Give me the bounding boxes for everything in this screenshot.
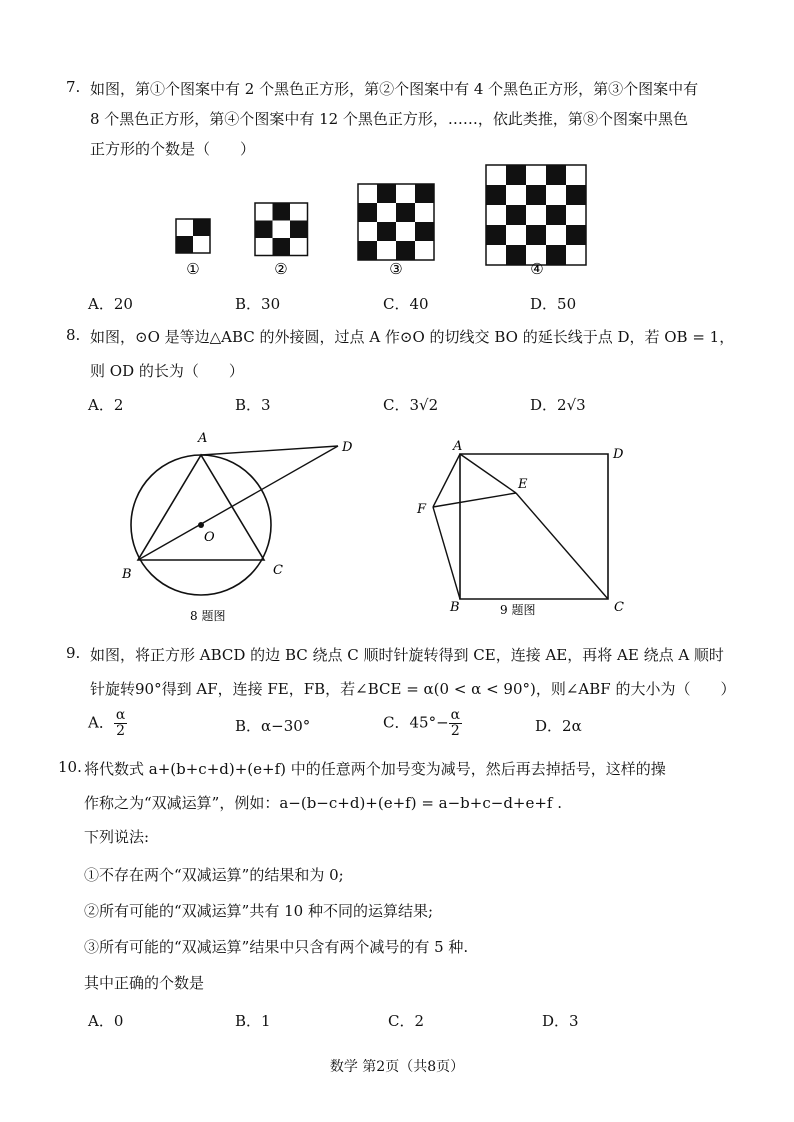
black-square xyxy=(255,221,273,239)
black-square xyxy=(377,222,396,241)
q8-option-a: A．2 xyxy=(88,396,124,414)
black-square xyxy=(358,203,377,222)
alpha-over-2-fraction xyxy=(114,708,127,739)
segment-fb xyxy=(433,507,460,599)
q7-text-line1: 如图，第①个图案中有 2 个黑色正方形，第②个图案中有 4 个黑色正方形，第③个图案中有 xyxy=(90,80,699,98)
q10-text-line3: 下列说法: xyxy=(84,828,150,846)
point-d-label: D xyxy=(613,447,624,462)
point-f-label: F xyxy=(417,502,427,517)
black-square xyxy=(273,238,291,256)
q10-option-b: B．1 xyxy=(235,1012,271,1030)
q10-statement-3: ③所有可能的“双减运算”结果中只含有两个减号的有 5 种. xyxy=(84,938,469,956)
q10-text-line2: 作称之为“双减运算”，例如：a−(b−c+d)+(e+f) = a−b+c−d+e+f . xyxy=(84,794,563,812)
pattern-4 xyxy=(486,165,586,265)
q7-option-c: C．40 xyxy=(383,295,429,313)
point-b-label: B xyxy=(450,600,460,615)
frac-denominator: 2 xyxy=(450,723,460,739)
black-square xyxy=(546,205,566,225)
black-square xyxy=(546,245,566,265)
point-o-label: O xyxy=(204,530,215,545)
black-square xyxy=(486,225,506,245)
square-abcd xyxy=(460,454,608,599)
q9-text-line1: 如图，将正方形 ABCD 的边 BC 绕点 C 顺时针旋转得到 CE，连接 AE，再将 AE 绕点 A 顺时 xyxy=(90,646,724,664)
q7-text-line3: 正方形的个数是（ ） xyxy=(90,140,256,158)
q10-number: 10. xyxy=(58,758,82,776)
black-square xyxy=(506,205,526,225)
q9-option-a xyxy=(88,708,127,739)
point-a-label: A xyxy=(453,439,463,454)
point-d-label: D xyxy=(342,440,353,455)
q9-option-a-label: A． xyxy=(88,713,114,732)
black-square xyxy=(506,165,526,185)
alpha-over-2-fraction xyxy=(449,708,462,739)
q10-text-line4: 其中正确的个数是 xyxy=(84,974,205,992)
frac-numerator: α xyxy=(115,707,126,723)
black-square xyxy=(415,184,434,203)
pattern-label-1: ① xyxy=(186,260,200,278)
segment-ae xyxy=(460,454,516,493)
black-square xyxy=(486,185,506,205)
tangent-ad xyxy=(201,446,338,455)
frac-numerator: α xyxy=(450,707,461,723)
q9-option-c xyxy=(383,708,462,739)
q10-option-d: D．3 xyxy=(542,1012,579,1030)
q10-option-c: C．2 xyxy=(388,1012,425,1030)
black-square xyxy=(415,222,434,241)
black-square xyxy=(566,185,586,205)
black-square xyxy=(176,236,193,253)
black-square xyxy=(290,221,308,239)
point-b-label: B xyxy=(122,567,132,582)
black-square xyxy=(396,203,415,222)
pattern-1 xyxy=(176,219,210,253)
black-square xyxy=(526,225,546,245)
q7-figure xyxy=(170,160,590,285)
point-c-label: C xyxy=(273,563,283,578)
segment-fe xyxy=(433,493,516,507)
q7-text-line2: 8 个黑色正方形，第④个图案中有 12 个黑色正方形，……，依此类推，第⑧个图案中黑色 xyxy=(90,110,688,128)
black-square xyxy=(566,225,586,245)
pattern-label-3: ③ xyxy=(389,260,403,278)
black-square xyxy=(506,245,526,265)
q8-text-line1: 如图，⊙O 是等边△ABC 的外接圆，过点 A 作⊙O 的切线交 BO 的延长线于点 D，若 OB = 1， xyxy=(90,328,735,346)
q7-option-b: B．30 xyxy=(235,295,281,313)
q7-option-a: A．20 xyxy=(88,295,133,313)
q8-option-d: D．2√3 xyxy=(530,396,586,414)
black-square xyxy=(193,219,210,236)
q9-text-line2: 针旋转90°得到 AF，连接 FE，FB，若∠BCE = α(0 < α < 90°)，则∠ABF 的大小为（ ） xyxy=(90,680,736,698)
q8-option-b: B．3 xyxy=(235,396,271,414)
q10-text-line1: 将代数式 a+(b+c+d)+(e+f) 中的任意两个加号变为减号，然后再去掉括号，这样的操 xyxy=(84,760,666,778)
q7-number: 7. xyxy=(66,78,81,96)
pattern-3 xyxy=(358,184,434,260)
q10-statement-2: ②所有可能的“双减运算”共有 10 种不同的运算结果; xyxy=(84,902,434,920)
fig9-caption: 9 题图 xyxy=(500,603,536,617)
point-a-label: A xyxy=(198,431,208,446)
q8-number: 8. xyxy=(66,326,81,344)
segment-af xyxy=(433,454,460,507)
q9-option-d: D．2α xyxy=(535,717,582,735)
center-o xyxy=(198,522,204,528)
q8-text-line2: 则 OD 的长为（ ） xyxy=(90,362,244,380)
q9-option-b: B．α−30° xyxy=(235,717,311,735)
black-square xyxy=(396,241,415,260)
segment-ce xyxy=(516,493,608,599)
point-c-label: C xyxy=(614,600,624,615)
black-square xyxy=(358,241,377,260)
pattern-label-4: ④ xyxy=(530,260,544,278)
black-square xyxy=(273,203,291,221)
black-square xyxy=(546,165,566,185)
q9-number: 9. xyxy=(66,644,81,662)
q9-figure xyxy=(410,436,640,618)
black-square xyxy=(526,185,546,205)
point-e-label: E xyxy=(518,477,528,492)
black-square xyxy=(377,184,396,203)
page-footer: 数学 第2页（共8页） xyxy=(329,1059,465,1075)
frac-denominator: 2 xyxy=(116,723,126,739)
q10-option-a: A．0 xyxy=(88,1012,124,1030)
pattern-border xyxy=(486,165,586,265)
q10-statement-1: ①不存在两个“双减运算”的结果和为 0; xyxy=(84,866,344,884)
pattern-2 xyxy=(255,203,308,256)
fig8-caption: 8 题图 xyxy=(190,609,226,623)
q8-option-c: C．3√2 xyxy=(383,396,439,414)
q8-figure xyxy=(110,420,370,630)
q9-option-c-label: C．45°− xyxy=(383,713,449,732)
q7-option-d: D．50 xyxy=(530,295,577,313)
pattern-label-2: ② xyxy=(274,260,288,278)
